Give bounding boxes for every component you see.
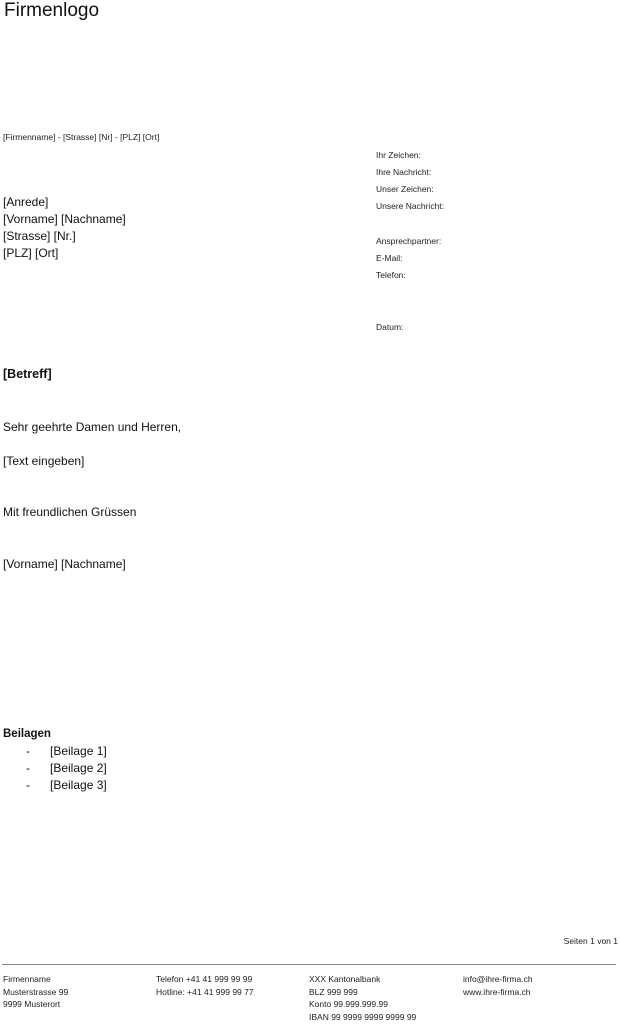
footer-bank-blz: BLZ 999 999: [309, 986, 358, 997]
recipient-address-block: [3, 194, 126, 262]
footer-company-city: 9999 Musterort: [3, 999, 61, 1009]
footer-bank-name: XXX Kantonalbank: [309, 974, 381, 984]
company-logo-placeholder: Firmenlogo: [4, 0, 100, 21]
recipient-salutation: [Anrede]: [3, 195, 49, 209]
enclosure-label: [Beilage 3]: [50, 778, 107, 792]
footer-company-street: Musterstrasse 99: [3, 986, 69, 997]
footer-company-address: [3, 973, 68, 1011]
footer-divider: [2, 964, 616, 965]
meta-ihr-zeichen: Ihr Zeichen:: [376, 150, 421, 160]
letter-subject: [Betreff]: [3, 367, 52, 381]
letter-signature: [Vorname] [Nachname]: [3, 557, 126, 571]
enclosure-label: [Beilage 2]: [50, 761, 107, 775]
meta-datum: Datum:: [376, 322, 404, 332]
recipient-city: [PLZ] [Ort]: [3, 246, 59, 260]
enclosure-bullet: -: [26, 744, 30, 758]
meta-telefon: Telefon:: [376, 270, 406, 280]
footer-bank-iban: IBAN 99 9999 9999 9999 99: [309, 1011, 417, 1022]
meta-email: E-Mail:: [376, 253, 403, 263]
meta-unser-zeichen: Unser Zeichen:: [376, 184, 434, 194]
enclosure-bullet: -: [26, 761, 30, 775]
footer-company-name: Firmenname: [3, 974, 51, 984]
enclosure-label: [Beilage 1]: [50, 744, 107, 758]
recipient-name: [Vorname] [Nachname]: [3, 212, 126, 226]
meta-ansprechpartner: Ansprechpartner:: [376, 236, 442, 246]
enclosure-bullet: -: [26, 778, 30, 792]
enclosures-title: Beilagen: [3, 728, 51, 740]
footer-phone: Telefon +41 41 999 99 99: [156, 974, 253, 984]
footer-email: info@ihre-firma.ch: [463, 974, 533, 984]
letter-closing: Mit freundlichen Grüssen: [3, 505, 137, 519]
footer-contact-info: [463, 973, 533, 998]
footer-hotline: Hotline: +41 41 999 99 77: [156, 986, 254, 997]
letter-body-text: [Text eingeben]: [3, 454, 85, 468]
footer-phone-info: [156, 973, 254, 998]
footer-website: www.ihre-firma.ch: [463, 986, 531, 997]
recipient-street: [Strasse] [Nr.]: [3, 229, 76, 243]
meta-unsere-nachricht: Unsere Nachricht:: [376, 201, 445, 211]
letter-salutation: Sehr geehrte Damen und Herren,: [3, 420, 182, 434]
page-number: Seiten 1 von 1: [563, 936, 618, 946]
footer-bank-info: [309, 973, 416, 1023]
footer-bank-konto: Konto 99.999.999.99: [309, 999, 388, 1009]
meta-ihre-nachricht: Ihre Nachricht:: [376, 167, 432, 177]
sender-address-line: [Firmenname] - [Strasse] [Nr] - [PLZ] [Ort]: [3, 132, 160, 142]
